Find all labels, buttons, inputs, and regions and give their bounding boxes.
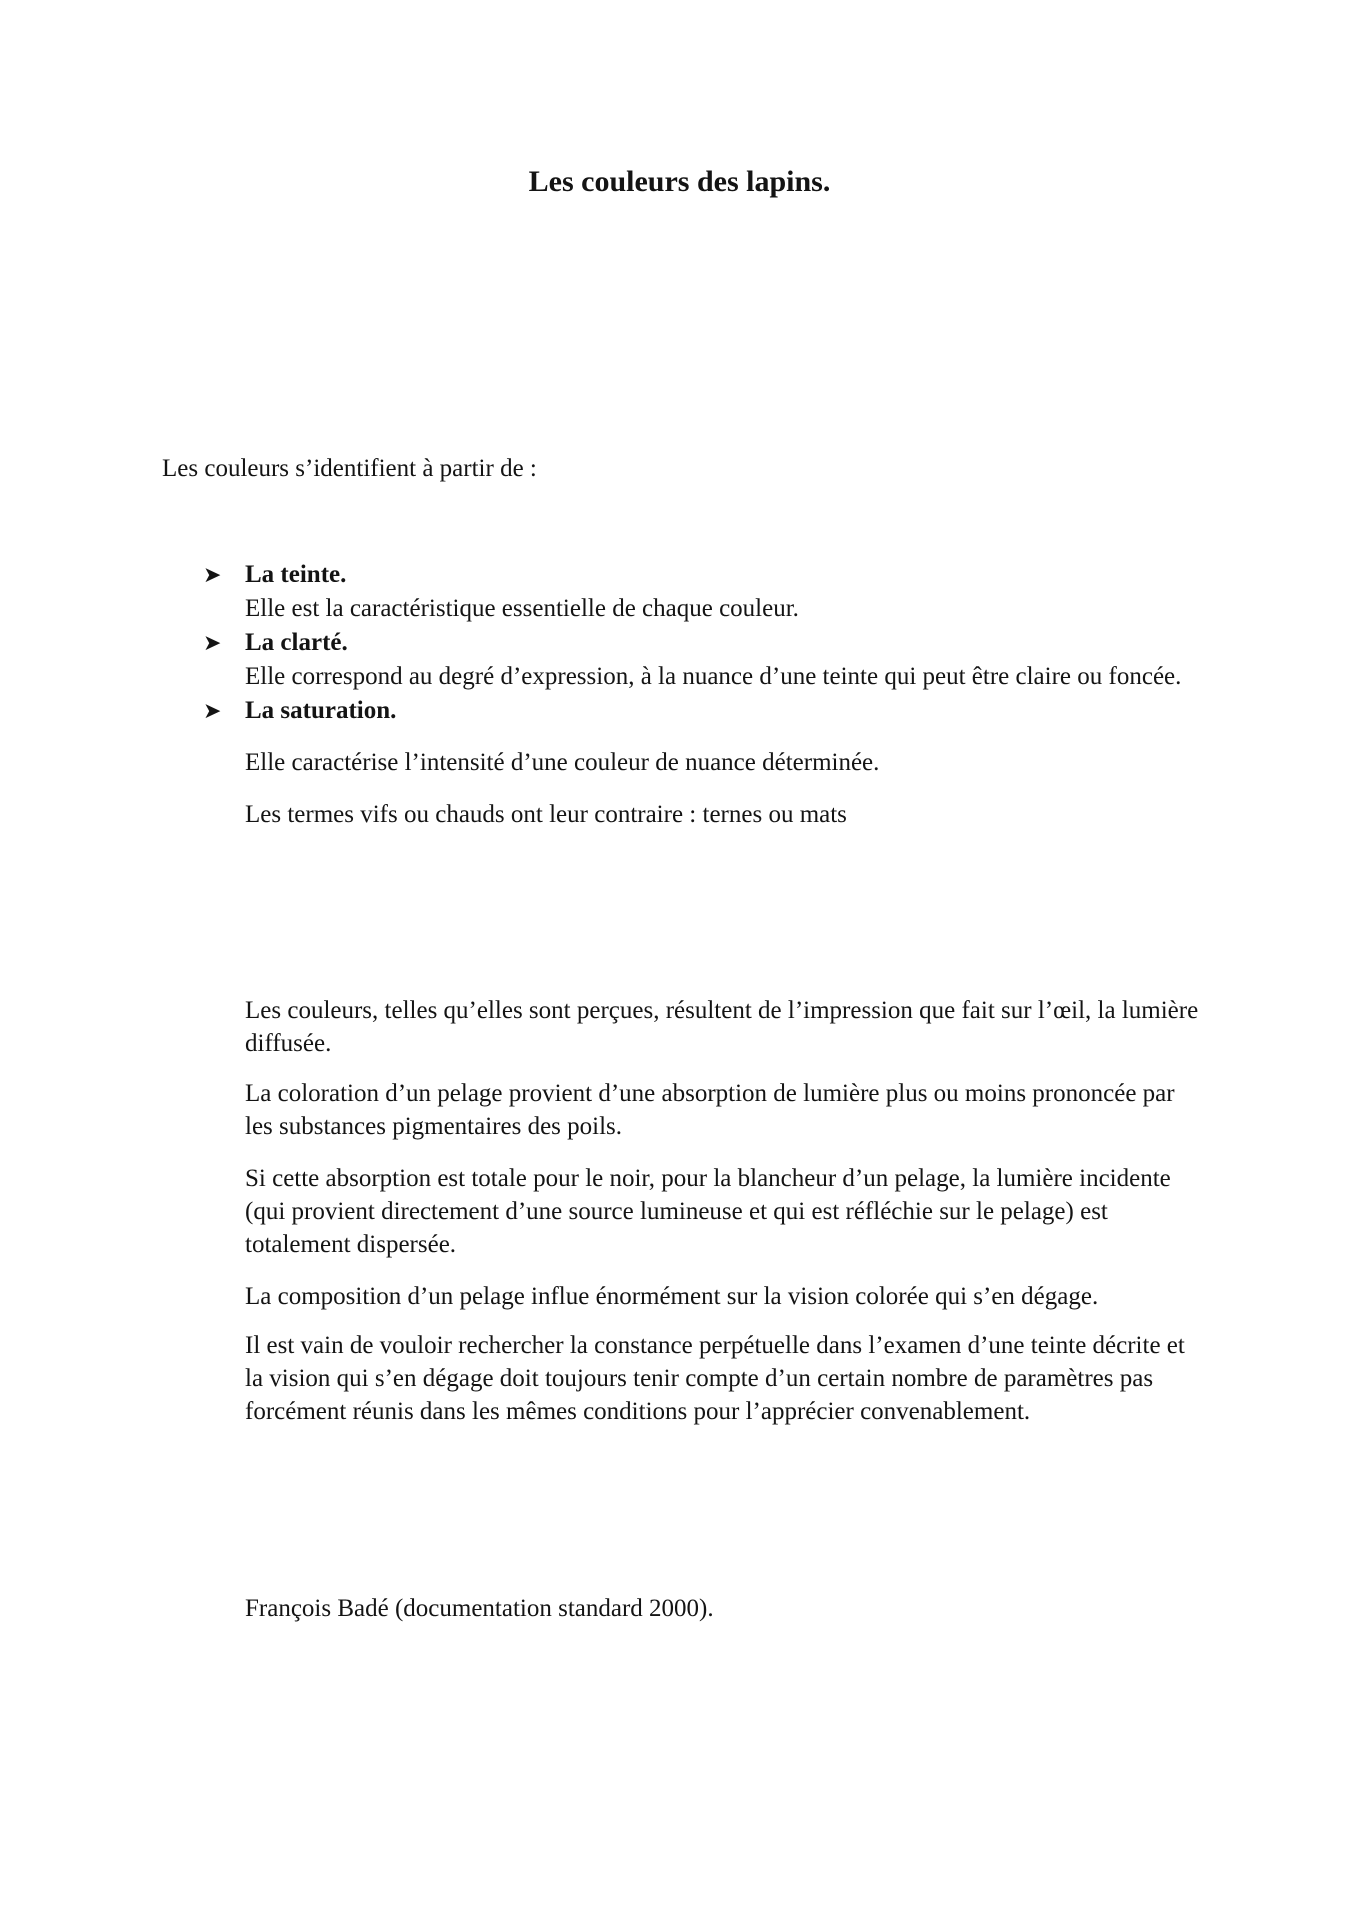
body-paragraph: Il est vain de vouloir rechercher la constance perpétuelle dans l’examen d’une teinte décrite et la vision qui s’en dégage doit toujours tenir compte d’un certain nombre de paramètres pas forcément réunis dans les mêmes conditions pour l’apprécier convenablement. — [245, 1332, 1185, 1425]
criterion-title: La teinte. — [245, 561, 347, 588]
criterion-clarte — [203, 626, 1203, 694]
criterion-teinte — [203, 558, 1203, 626]
arrowhead-bullet-icon: ➤ — [203, 698, 222, 723]
criterion-description: Elle est la caractéristique essentielle de chaque couleur. — [245, 595, 799, 622]
body-paragraph: La composition d’un pelage influe énormément sur la vision colorée qui s’en dégage. — [245, 1283, 1099, 1310]
criteria-list — [203, 558, 1203, 832]
body-paragraph: La coloration d’un pelage provient d’une absorption de lumière plus ou moins prononcée par les substances pigmentaires des poils. — [245, 1080, 1175, 1140]
arrowhead-bullet-icon: ➤ — [203, 562, 222, 587]
criterion-title: La clarté. — [245, 629, 348, 656]
intro-text: Les couleurs s’identifient à partir de : — [162, 455, 537, 482]
arrowhead-bullet-icon: ➤ — [203, 630, 222, 655]
page-title: Les couleurs des lapins. — [528, 165, 831, 198]
criterion-saturation — [203, 694, 1203, 832]
signature: François Badé (documentation standard 2000). — [245, 1595, 714, 1622]
criterion-description: Elle caractérise l’intensité d’une couleur de nuance déterminée. — [245, 749, 880, 776]
criterion-title: La saturation. — [245, 697, 397, 724]
criterion-description: Elle correspond au degré d’expression, à la nuance d’une teinte qui peut être claire ou foncée. — [245, 663, 1182, 690]
body-paragraph: Si cette absorption est totale pour le noir, pour la blancheur d’un pelage, la lumière incidente (qui provient directement d’une source lumineuse et qui est réfléchie sur le pelage) est totalement dispersée. — [245, 1165, 1171, 1258]
criterion-description: Les termes vifs ou chauds ont leur contraire : ternes ou mats — [245, 801, 847, 828]
body-paragraph: Les couleurs, telles qu’elles sont perçues, résultent de l’impression que fait sur l’œil, la lumière diffusée. — [245, 997, 1199, 1057]
